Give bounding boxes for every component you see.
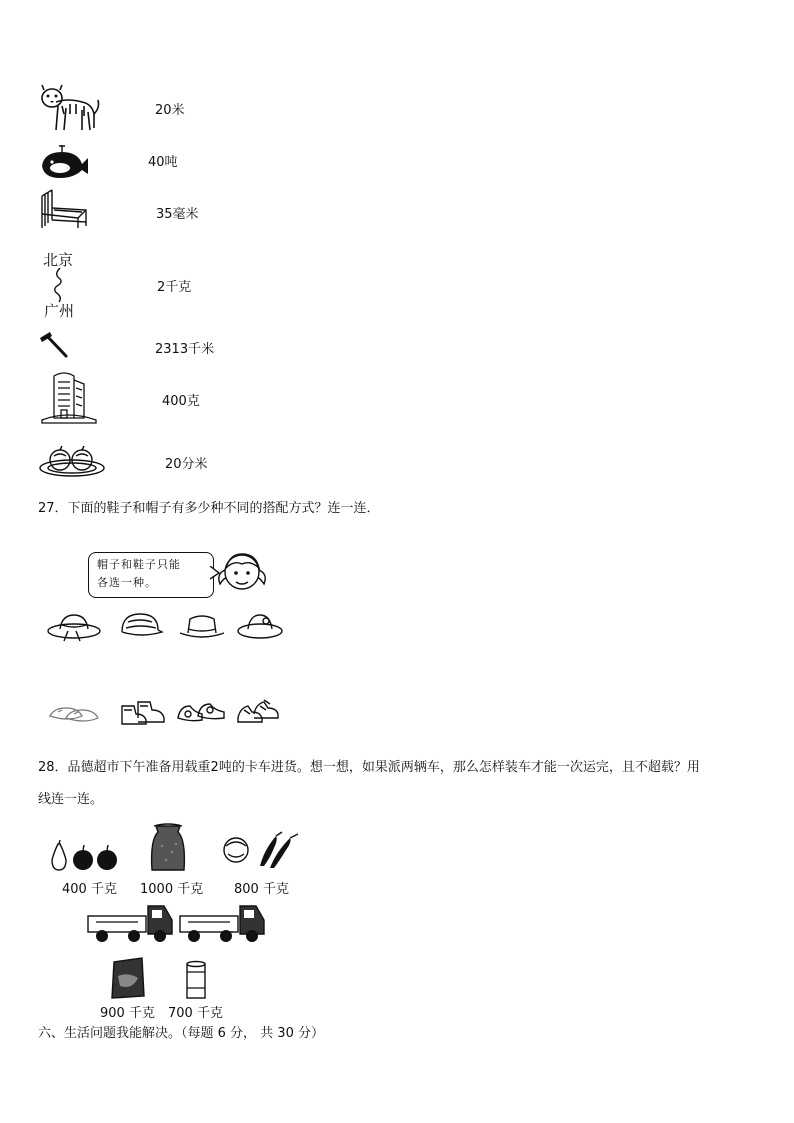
unit-label-1: 20米 bbox=[155, 103, 185, 118]
boot-icon[interactable] bbox=[118, 696, 168, 728]
vegetable-icon[interactable] bbox=[220, 830, 302, 870]
fruit-icon[interactable] bbox=[48, 840, 120, 872]
unit-label-5: 2313千米 bbox=[155, 342, 215, 357]
truck-right-icon[interactable] bbox=[178, 902, 268, 944]
unit-label-4: 2千克 bbox=[157, 280, 192, 295]
sack-weight: 1000 千克 bbox=[140, 882, 204, 897]
sack-icon[interactable] bbox=[148, 822, 188, 874]
unit-label-7: 20分米 bbox=[165, 457, 208, 472]
question-27-text: 27．下面的鞋子和帽子有多少种不同的搭配方式？连一连． bbox=[38, 501, 380, 516]
can-icon[interactable] bbox=[184, 960, 208, 1000]
unit-label-6: 400克 bbox=[162, 394, 200, 409]
fruit-weight: 400 千克 bbox=[62, 882, 117, 897]
speech-bubble bbox=[88, 552, 214, 598]
nail-icon bbox=[38, 330, 70, 358]
can-weight: 700 千克 bbox=[168, 1006, 223, 1021]
sneaker-icon[interactable] bbox=[176, 698, 226, 726]
fruit-plate-icon bbox=[38, 442, 108, 478]
slipper-icon[interactable] bbox=[48, 700, 100, 726]
bed-icon bbox=[38, 186, 94, 230]
bag-weight: 900 千克 bbox=[100, 1006, 155, 1021]
unit-label-2: 40吨 bbox=[148, 155, 178, 170]
whale-icon bbox=[38, 142, 90, 180]
bubble-line-2: 各选一种。 bbox=[97, 576, 157, 589]
map-top-label: 北京 bbox=[43, 251, 74, 269]
map-bottom-label: 广州 bbox=[44, 302, 75, 320]
question-28-text-line-1: 28．品德超市下午准备用载重2吨的卡车进货。想一想，如果派两辆车，那么怎样装车才能一次运完，且不超载？用 bbox=[38, 760, 700, 775]
cap-icon[interactable] bbox=[118, 610, 164, 642]
map-route-icon bbox=[50, 268, 68, 302]
tiger-icon bbox=[38, 84, 102, 134]
vegetable-weight: 800 千克 bbox=[234, 882, 289, 897]
building-icon bbox=[38, 370, 98, 424]
truck-left-icon[interactable] bbox=[86, 902, 176, 944]
flower-hat-icon[interactable] bbox=[236, 609, 284, 641]
girl-icon bbox=[214, 548, 274, 596]
fedora-icon[interactable] bbox=[178, 611, 226, 641]
unit-label-3: 35毫米 bbox=[156, 207, 199, 222]
sun-hat-icon[interactable] bbox=[46, 611, 102, 643]
bag-icon[interactable] bbox=[108, 956, 148, 1000]
question-28-text-line-2: 线连一连。 bbox=[38, 792, 104, 807]
sports-shoe-icon[interactable] bbox=[236, 696, 280, 728]
bubble-line-1: 帽子和鞋子只能 bbox=[97, 558, 181, 571]
section-6-heading: 六、生活问题我能解决。（每题 6 分， 共 30 分） bbox=[38, 1026, 324, 1041]
